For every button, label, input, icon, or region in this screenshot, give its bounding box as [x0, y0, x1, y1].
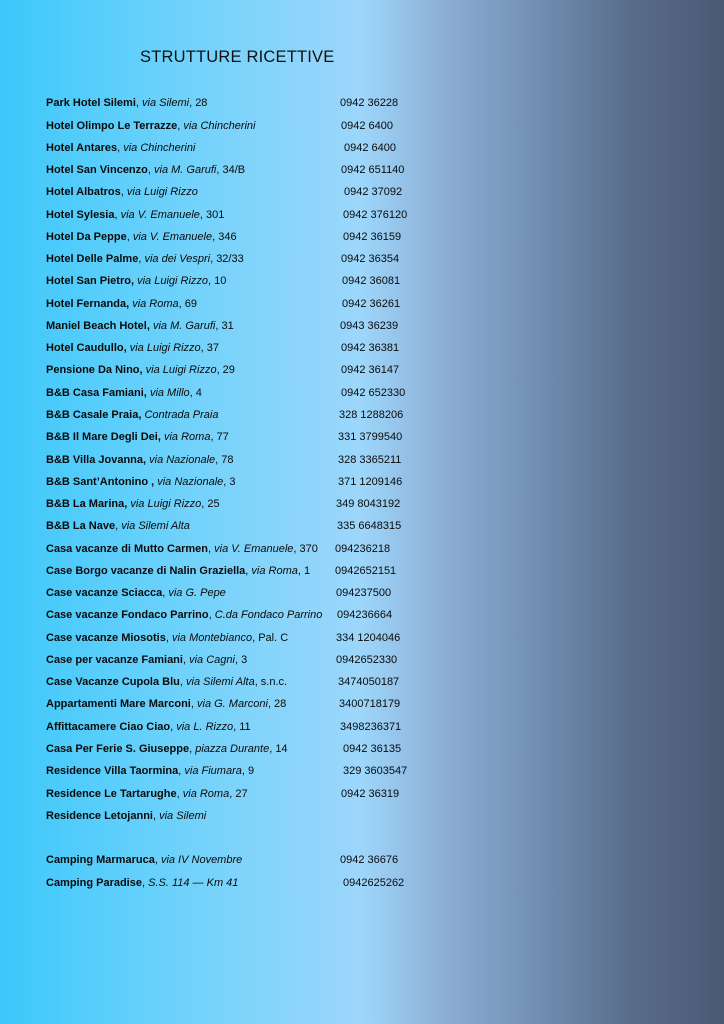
entry-phone: 328 3365211 [338, 454, 402, 466]
entry-separator: , [141, 877, 149, 889]
entry-street: via Roma [163, 431, 211, 443]
entry-separator: , [152, 810, 160, 822]
entry-street: via Silemi Alta [121, 520, 190, 532]
entry-name: B&B Villa Jovanna, [46, 454, 147, 466]
entry-separator: , [135, 97, 142, 109]
entry-phone: 0942 36135 [343, 743, 402, 755]
list-item [46, 184, 466, 200]
entry-phone: 0942 6400 [344, 142, 396, 154]
entry-separator: , [154, 854, 161, 866]
entry-number: , 9 [241, 765, 255, 777]
entry-separator: , [117, 142, 124, 154]
list-item [46, 630, 466, 646]
entry-street: via Luigi Rizzo [126, 186, 198, 198]
entry-name: Hotel San Pietro, [46, 275, 135, 287]
list-item [46, 385, 466, 401]
list-item [46, 763, 466, 779]
entry-separator: , [245, 565, 252, 577]
entry-street: via Silemi [159, 810, 207, 822]
entry-number: , 32/33 [210, 253, 244, 265]
list-item [46, 808, 466, 824]
entry-name: Case vacanze Fondaco Parrino [46, 609, 209, 621]
entry-number: , 10 [208, 275, 227, 287]
entry-name: Hotel Albatros [46, 186, 121, 198]
entry-separator: , [182, 654, 190, 666]
entry-name: Hotel Antares [46, 142, 118, 154]
entry-phone: 335 6648315 [337, 520, 402, 532]
entry-street: via Chincherini [183, 120, 256, 132]
entry-name: Residence Villa Taormina [46, 765, 179, 777]
list-item [46, 95, 466, 111]
entry-phone: 0942 36228 [340, 97, 399, 109]
entry-street: via Fiumara [184, 765, 242, 777]
entry-number: , 346 [212, 231, 237, 243]
entry-separator: , [208, 543, 215, 555]
list-item [46, 318, 466, 334]
list-item [46, 362, 466, 378]
list-item [46, 118, 466, 134]
entry-name: B&B Casale Praia, [46, 409, 142, 421]
entry-street: via G. Pepe [168, 587, 226, 599]
entry-name: Casa vacanze di Mutto Carmen [46, 543, 208, 555]
entry-number: , 34/B [216, 164, 246, 176]
entry-street: via dei Vespri [144, 253, 211, 265]
entry-name: Case per vacanze Famiani [46, 654, 183, 666]
entry-separator: , [165, 632, 172, 644]
list-item [46, 852, 466, 868]
entry-street: via G. Marconi [197, 698, 268, 710]
entry-street: via Montebianco [171, 632, 253, 644]
entry-number: , 69 [178, 298, 198, 310]
entry-phone: 0942 36261 [342, 298, 401, 310]
entry-number: , 77 [210, 431, 229, 443]
entry-phone: 0942 6400 [341, 120, 393, 132]
entry-phone: 0942 651140 [341, 164, 405, 176]
list-item [46, 607, 466, 623]
entry-street: via Nazionale [149, 454, 216, 466]
entry-number: , 4 [189, 387, 202, 399]
entry-name: Hotel Delle Palme [46, 253, 139, 265]
entry-name: Affittacamere Ciao Ciao [46, 721, 171, 733]
entry-street: via Luigi Rizzo [129, 342, 201, 354]
entry-name: Residence Le Tartarughe [46, 788, 177, 800]
entry-phone: 328 1288206 [339, 409, 404, 421]
entry-separator: , [208, 609, 215, 621]
entry-name: Park Hotel Silemi [46, 97, 136, 109]
entry-name: B&B Il Mare Degli Dei, [46, 431, 161, 443]
entry-number: , 25 [201, 498, 220, 510]
entry-name: B&B Casa Famiani, [46, 387, 147, 399]
entry-number: , 14 [269, 743, 288, 755]
list-item [46, 162, 466, 178]
list-item [46, 563, 466, 579]
entry-phone: 0943 36239 [340, 320, 399, 332]
entry-number: , 3 [223, 476, 236, 488]
entry-street: via Millo [149, 387, 190, 399]
entry-street: via Luigi Rizzo [130, 498, 202, 510]
entry-street: via M. Garufi [154, 164, 217, 176]
entry-street: via V. Emanuele [132, 231, 213, 243]
entry-street: via Luigi Rizzo [137, 275, 209, 287]
entry-name: B&B La Nave [46, 520, 116, 532]
entry-street: via Roma [132, 298, 179, 310]
entry-separator: , [177, 120, 184, 132]
entry-name: Residence Letojanni [46, 810, 153, 822]
list-item [46, 140, 466, 156]
entry-name: Pensione Da Nino, [46, 364, 143, 376]
entry-name: Hotel Olimpo Le Terrazze [46, 120, 178, 132]
list-item [46, 407, 466, 423]
list-item [46, 719, 466, 735]
list-item [46, 652, 466, 668]
entry-phone: 331 3799540 [338, 431, 403, 443]
entry-street: piazza Durante [195, 743, 270, 755]
entry-phone: 094237500 [336, 587, 392, 599]
entry-phone: 0942 652330 [341, 387, 406, 399]
entry-phone: 0942 36676 [340, 854, 399, 866]
list-item [46, 875, 466, 891]
list-item [46, 674, 466, 690]
entry-phone: 0942 36147 [341, 364, 400, 376]
entry-separator: , [170, 721, 177, 733]
entry-phone: 094236218 [335, 543, 391, 555]
entry-phone: 094236664 [337, 609, 393, 621]
entry-phone: 0942 376120 [343, 209, 408, 221]
entry-number: , 370 [293, 543, 318, 555]
list-item [46, 251, 466, 267]
entry-separator: , [114, 209, 121, 221]
entry-number: , s.n.c. [254, 676, 288, 688]
entry-name: Maniel Beach Hotel, [46, 320, 150, 332]
entry-number: , 1 [297, 565, 311, 577]
entry-separator: , [138, 253, 145, 265]
entry-name: Case Borgo vacanze di Nalin Graziella [46, 565, 246, 577]
entry-phone: 3498236371 [340, 721, 402, 733]
list-item [46, 474, 466, 490]
list-item [46, 741, 466, 757]
entry-separator: , [190, 698, 197, 710]
entry-phone: 0942 36354 [341, 253, 400, 265]
entry-number: , 27 [229, 788, 248, 800]
entry-number: , 78 [215, 454, 234, 466]
entry-name: Camping Marmaruca [46, 854, 155, 866]
entry-name: Hotel Caudullo, [46, 342, 127, 354]
list-item [46, 452, 466, 468]
entry-street: C.da Fondaco Parrino [214, 609, 323, 621]
entry-name: Hotel Fernanda, [46, 298, 130, 310]
entry-number: , 301 [199, 209, 225, 221]
entry-phone: 0942625262 [343, 877, 405, 889]
entry-number: , 28 [267, 698, 287, 710]
entry-name: Case vacanze Sciacca [46, 587, 163, 599]
entry-street: via L. Rizzo [176, 721, 234, 733]
list-item [46, 541, 466, 557]
entry-phone: 3474050187 [338, 676, 400, 688]
entry-street: via Nazionale [157, 476, 224, 488]
entry-phone: 329 3603547 [343, 765, 408, 777]
entry-street: via V. Emanuele [120, 209, 200, 221]
entry-phone: 3400718179 [339, 698, 401, 710]
entry-name: Appartamenti Mare Marconi [46, 698, 191, 710]
list-item [46, 207, 466, 223]
entry-phone: 349 8043192 [336, 498, 401, 510]
entry-street: via Cagni [189, 654, 235, 666]
entry-separator: , [126, 231, 133, 243]
entry-name: Case vacanze Miosotis [46, 632, 166, 644]
list-item [46, 229, 466, 245]
entry-number: , Pal. C [252, 632, 289, 644]
entry-name: Hotel San Vincenzo [46, 164, 148, 176]
entry-street: Contrada Praia [144, 409, 219, 421]
entry-street: via IV Novembre [160, 854, 243, 866]
entry-number: , 28 [189, 97, 208, 109]
entry-separator: , [189, 743, 196, 755]
entry-phone: 334 1204046 [336, 632, 401, 644]
entry-separator: , [178, 765, 185, 777]
entry-number: , 3 [234, 654, 248, 666]
list-item [46, 296, 466, 312]
entry-number: , 31 [215, 320, 234, 332]
entry-separator: , [115, 520, 122, 532]
entry-separator: , [162, 587, 169, 599]
entry-name: Hotel Da Peppe [46, 231, 127, 243]
list-item [46, 786, 466, 802]
entry-name: B&B Sant’Antonino , [46, 476, 155, 488]
list-item [46, 340, 466, 356]
entry-separator: , [120, 186, 127, 198]
entry-separator: , [179, 676, 187, 688]
list-item [46, 696, 466, 712]
entry-number: , 37 [200, 342, 220, 354]
list-item [46, 273, 466, 289]
entry-street: via Roma [251, 565, 298, 577]
entry-street: via Roma [182, 788, 230, 800]
list-item [46, 496, 466, 512]
entry-name: B&B La Marina, [46, 498, 128, 510]
list-item [46, 518, 466, 534]
list-item [46, 429, 466, 445]
entry-name: Hotel Sylesia [46, 209, 115, 221]
entry-phone: 0942 37092 [344, 186, 403, 198]
entry-street: via Chincherini [123, 142, 196, 154]
entry-name: Casa Per Ferie S. Giuseppe [46, 743, 190, 755]
page-title: STRUTTURE RICETTIVE [140, 48, 335, 66]
entry-phone: 0942652330 [336, 654, 398, 666]
entry-number: , 11 [233, 721, 251, 733]
entry-phone: 371 1209146 [338, 476, 403, 488]
entry-phone: 0942 36081 [342, 275, 401, 287]
entry-phone: 0942 36159 [343, 231, 402, 243]
entry-name: Camping Paradise [46, 877, 142, 889]
entry-street: via Luigi Rizzo [145, 364, 217, 376]
entry-street: via V. Emanuele [214, 543, 294, 555]
list-item [46, 585, 466, 601]
entry-street: via Silemi [142, 97, 190, 109]
entry-street: via M. Garufi [152, 320, 216, 332]
entry-phone: 0942 36319 [341, 788, 400, 800]
entry-separator: , [147, 164, 154, 176]
entry-phone: 0942652151 [335, 565, 397, 577]
entry-name: Case Vacanze Cupola Blu [46, 676, 180, 688]
entry-street: S.S. 114 — Km 41 [148, 877, 239, 889]
entry-street: via Silemi Alta [186, 676, 255, 688]
entry-phone: 0942 36381 [341, 342, 400, 354]
entry-number: , 29 [216, 364, 235, 376]
entry-separator: , [176, 788, 183, 800]
